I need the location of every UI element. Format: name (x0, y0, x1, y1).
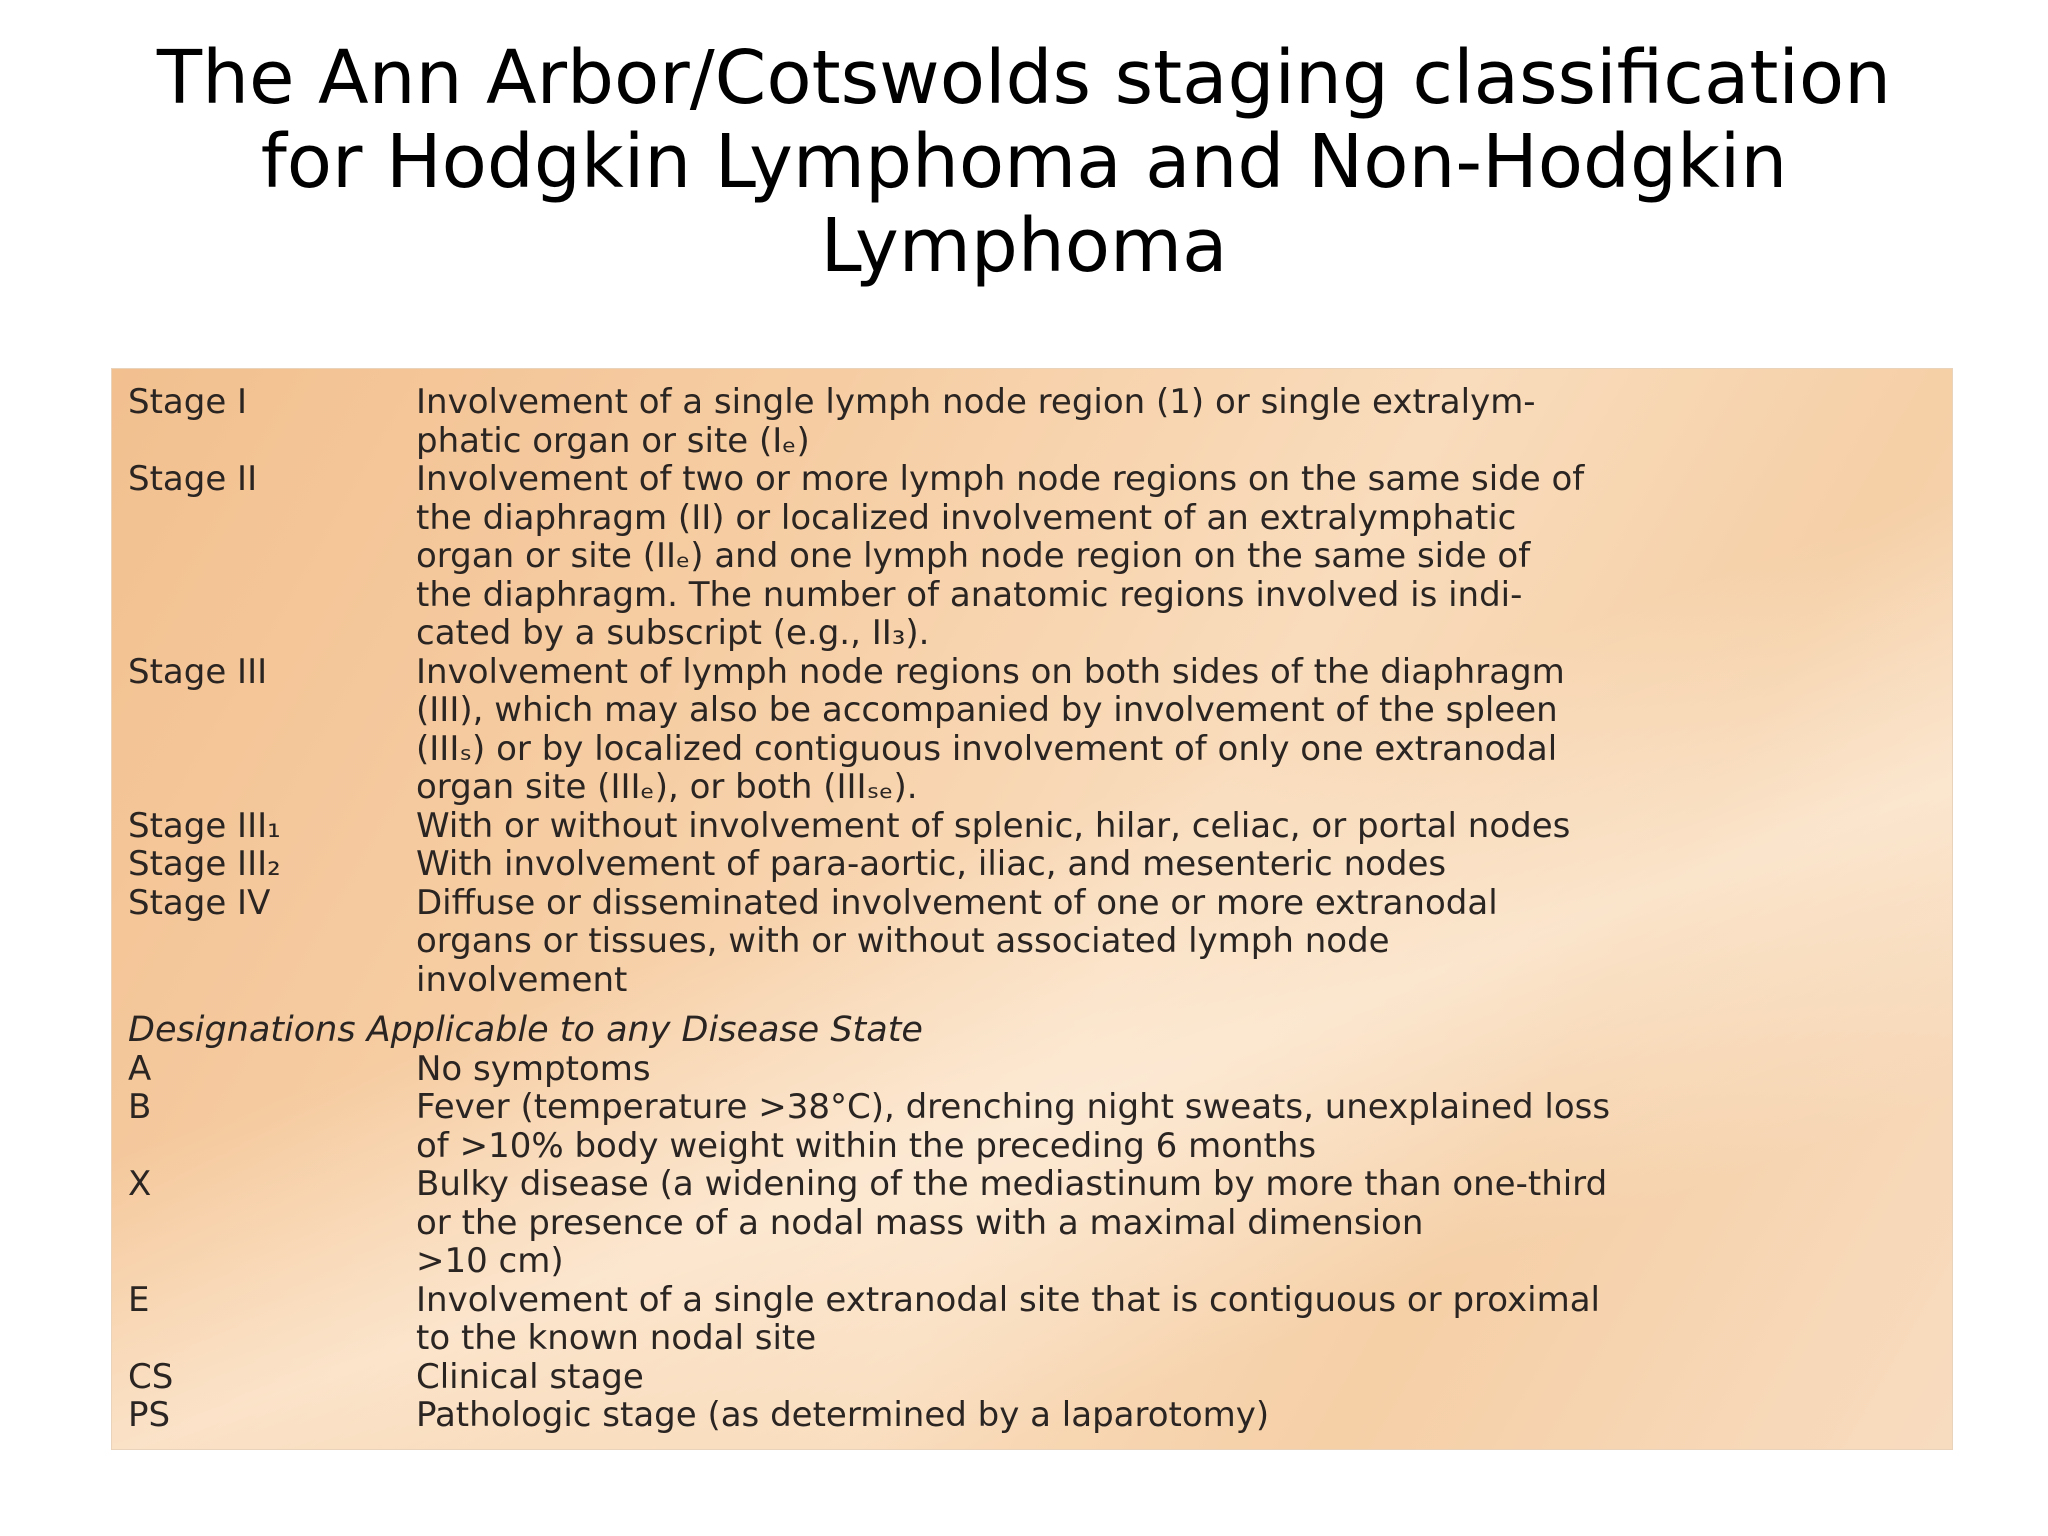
designation-label: E (128, 1279, 150, 1320)
staging-table (128, 383, 1928, 1435)
designation-description (416, 1281, 1928, 1358)
description-line: With involvement of para-aortic, iliac, and mesenteric nodes (416, 844, 1447, 884)
designation-row (128, 1358, 1928, 1397)
description-line: the diaphragm (II) or localized involvement of an extralymphatic (416, 497, 1517, 538)
title-line: The Ann Arbor/Cotswolds staging classification (156, 35, 1892, 121)
description-line: (III), which may also be accompanied by involvement of the spleen (416, 690, 1558, 730)
designation-label: PS (128, 1395, 171, 1435)
description-line: Pathologic stage (as determined by a laparotomy) (416, 1395, 1270, 1435)
description-line: organ site (IIIₑ), or both (IIIₛₑ). (416, 767, 918, 807)
designation-row (128, 1050, 1928, 1089)
description-line: No symptoms (416, 1048, 651, 1089)
designation-description (416, 1088, 1928, 1165)
stage-label: Stage I (128, 382, 248, 422)
description-line: (IIIₛ) or by localized contiguous involvement of only one extranodal (416, 728, 1558, 769)
stage-row (128, 884, 1928, 1000)
description-line: Involvement of a single extranodal site that is contiguous or proximal (416, 1279, 1600, 1320)
designation-description (416, 1358, 1928, 1397)
stage-row (128, 807, 1928, 846)
description-line: cated by a subscript (e.g., II₃). (416, 613, 930, 653)
description-line: >10 cm) (416, 1241, 564, 1281)
description-line: With or without involvement of splenic, hilar, celiac, or portal nodes (416, 805, 1571, 846)
description-line: Clinical stage (416, 1356, 644, 1397)
title-line: for Hodgkin Lymphoma and Non-Hodgkin (260, 119, 1788, 205)
description-line: of >10% body weight within the preceding 6 months (416, 1125, 1317, 1166)
designation-row (128, 1396, 1928, 1435)
stage-label: Stage III₁ (128, 805, 281, 846)
designations-heading: Designations Applicable to any Disease State (128, 1010, 923, 1050)
description-line: Bulky disease (a widening of the mediastinum by more than one-third (416, 1164, 1608, 1204)
stage-description (416, 460, 1928, 653)
description-line: Fever (temperature >38°C), drenching night sweats, unexplained loss (416, 1087, 1611, 1127)
description-line: involvement (416, 959, 628, 1000)
stage-label: Stage III₂ (128, 844, 281, 884)
description-line: the diaphragm. The number of anatomic regions involved is indi- (416, 574, 1523, 615)
designation-row (128, 1281, 1928, 1358)
description-line: to the known nodal site (416, 1318, 817, 1358)
stage-description (416, 845, 1928, 884)
description-line: Involvement of lymph node regions on both sides of the diaphragm (416, 651, 1565, 692)
title-line: Lymphoma (820, 203, 1228, 289)
designation-description (416, 1050, 1928, 1089)
description-line: Involvement of a single lymph node region (1) or single extralym- (416, 382, 1536, 422)
designation-label: X (128, 1164, 152, 1204)
stage-label: Stage II (128, 459, 258, 499)
description-line: or the presence of a nodal mass with a maximal dimension (416, 1202, 1424, 1243)
stage-row (128, 653, 1928, 807)
stage-description (416, 884, 1928, 1000)
description-line: organ or site (IIₑ) and one lymph node region on the same side of (416, 536, 1531, 576)
stage-description (416, 807, 1928, 846)
description-line: Involvement of two or more lymph node regions on the same side of (416, 459, 1585, 499)
designation-row (128, 1165, 1928, 1281)
designation-label: B (128, 1087, 152, 1127)
stage-row (128, 383, 1928, 460)
stage-label: Stage III (128, 651, 268, 692)
staging-table-image (112, 369, 1952, 1449)
description-line: phatic organ or site (Iₑ) (416, 420, 810, 461)
stage-description (416, 383, 1928, 460)
designation-row (128, 1088, 1928, 1165)
designation-description (416, 1396, 1928, 1435)
designation-label: A (128, 1048, 152, 1089)
stage-description (416, 653, 1928, 807)
designation-label: CS (128, 1356, 174, 1397)
description-line: organs or tissues, with or without associated lymph node (416, 921, 1390, 961)
slide-title (0, 36, 2048, 288)
stage-row (128, 845, 1928, 884)
description-line: Diffuse or disseminated involvement of one or more extranodal (416, 882, 1498, 923)
stage-row (128, 460, 1928, 653)
stage-label: Stage IV (128, 882, 271, 923)
designation-description (416, 1165, 1928, 1281)
